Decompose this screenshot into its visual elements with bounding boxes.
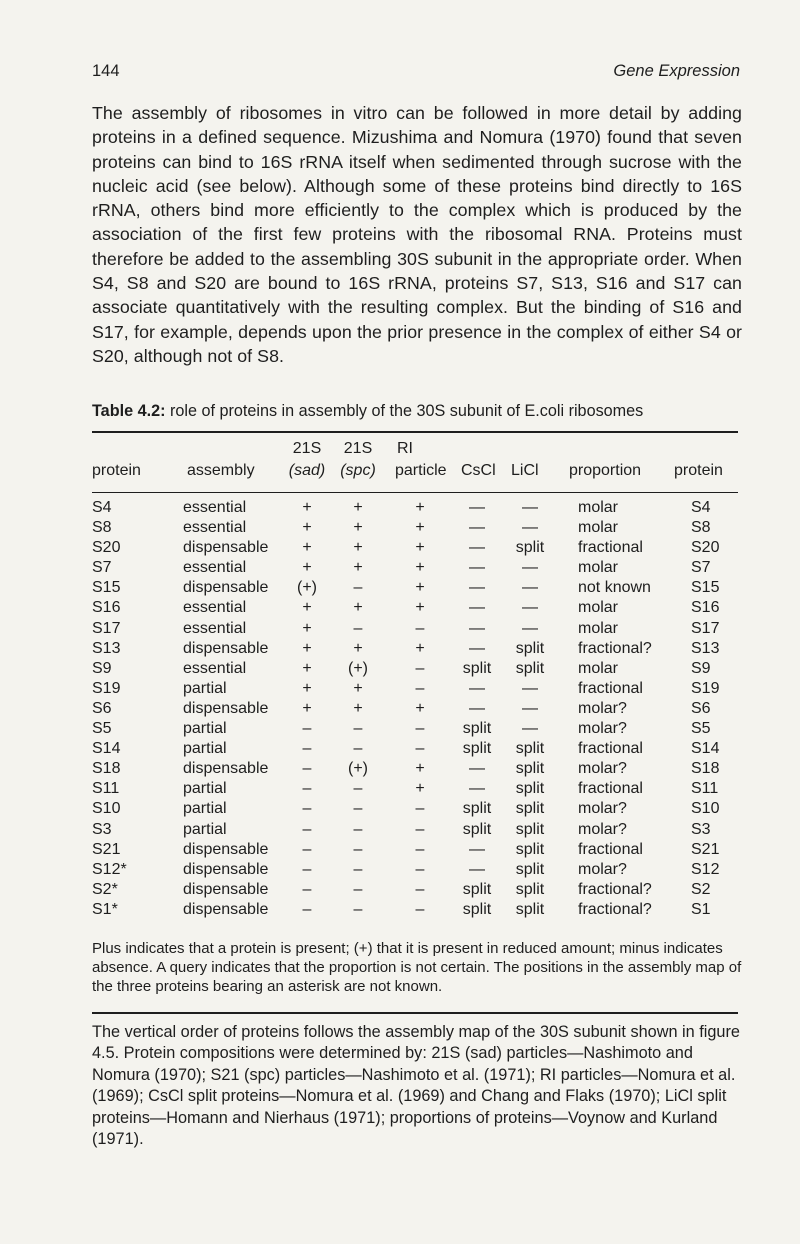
cell-cscl: — [469,840,485,858]
cell-cscl: — [469,780,485,798]
cell-proportion: fractional? [578,900,652,918]
cell-21s-sad: – [302,760,312,778]
table-body [0,499,800,921]
cell-21s-spc: – [353,860,363,878]
table-row [0,901,800,921]
cell-protein: S14 [92,740,121,758]
table-row [0,680,800,700]
cell-cscl: — [469,499,485,516]
cell-protein-right: S3 [691,820,711,838]
cell-21s-sad: + [302,659,312,677]
cell-cscl: split [462,800,492,818]
cell-assembly: dispensable [183,639,269,657]
cell-cscl: — [469,519,485,537]
cell-cscl: — [469,860,485,878]
table-row [0,559,800,579]
cell-protein: S15 [92,579,121,597]
header-cscl: CsCl [461,462,496,479]
cell-21s-sad: – [302,720,312,738]
cell-assembly: partial [183,679,227,697]
cell-21s-spc: – [353,820,363,838]
cell-licl: split [515,740,545,758]
table-row [0,599,800,619]
cell-licl: split [515,780,545,798]
cell-licl: split [515,860,545,878]
cell-assembly: dispensable [183,840,269,858]
cell-protein: S4 [92,499,112,516]
cell-21s-spc: + [353,519,363,537]
cell-protein-right: S2 [691,880,711,898]
cell-21s-spc: (+) [348,659,368,677]
cell-assembly: dispensable [183,760,269,778]
cell-ri-particle: + [415,760,425,778]
cell-protein-right: S10 [691,800,720,818]
cell-assembly: dispensable [183,900,269,918]
cell-protein-right: S12 [691,860,720,878]
cell-proportion: molar? [578,800,627,818]
cell-cscl: split [462,900,492,918]
cell-licl: split [515,539,545,557]
header-ri-top: RI [397,440,413,457]
cell-assembly: dispensable [183,579,269,597]
table-caption-label: Table 4.2: [92,402,166,420]
cell-21s-spc: – [353,740,363,758]
header-protein-right: protein [674,462,723,479]
cell-ri-particle: + [415,579,425,597]
table-row [0,780,800,800]
cell-ri-particle: – [415,740,425,758]
cell-protein: S16 [92,599,121,617]
cell-cscl: — [469,539,485,557]
table-row [0,861,800,881]
table-top-rule [92,431,738,433]
cell-cscl: — [469,679,485,697]
cell-licl: — [522,699,538,717]
cell-21s-sad: + [302,519,312,537]
cell-protein: S5 [92,720,112,738]
cell-21s-sad: – [302,740,312,758]
cell-licl: split [515,880,545,898]
intro-paragraph: The assembly of ribosomes in vitro can be followed in more detail by adding proteins in a defined sequence. Mizushima and Nomura (1970) found that seven proteins can bind to 16S rRNA itself when sedimented through sucrose with the nucleic acid (see below). Although some of these proteins bind directly to 16S rRNA, others bind more efficiently to the complex which is produced by the association of the first few proteins with the ribosomal RNA. Proteins must therefore be added to the assembling 30S subunit in the appropriate order. When S4, S8 and S20 are bound to 16S rRNA, proteins S7, S13, S16 and S17 can associate quantitatively with the resulting complex. But the binding of S16 and S17, for example, depends upon the prior presence in the complex of either S4 or S20, although not of S8. [92,103,742,366]
header-protein: protein [92,462,141,479]
cell-assembly: partial [183,720,227,738]
cell-ri-particle: + [415,599,425,617]
table-row [0,841,800,861]
cell-assembly: essential [183,659,247,677]
cell-protein: S10 [92,800,121,818]
cell-cscl: — [469,639,485,657]
table-row [0,720,800,740]
cell-ri-particle: – [415,800,425,818]
cell-protein: S3 [92,820,112,838]
cell-21s-sad: + [302,679,312,697]
cell-assembly: partial [183,780,227,798]
cell-21s-spc: + [353,699,363,717]
cell-proportion: fractional [578,679,643,697]
cell-protein-right: S5 [691,720,711,738]
cell-proportion: molar? [578,699,627,717]
cell-21s-spc: + [353,639,363,657]
cell-licl: split [515,639,545,657]
cell-assembly: dispensable [183,539,269,557]
cell-21s-sad: – [302,840,312,858]
table-row [0,881,800,901]
cell-protein-right: S17 [691,619,720,637]
cell-21s-spc: + [353,499,363,516]
table-row [0,700,800,720]
cell-protein: S9 [92,659,112,677]
cell-21s-sad: – [302,820,312,838]
cell-21s-spc: (+) [348,760,368,778]
header-21s-sad-top: 21S [292,440,322,457]
cell-ri-particle: + [415,559,425,577]
cell-licl: — [522,619,538,637]
cell-protein: S2* [92,880,118,898]
cell-protein-right: S1 [691,900,711,918]
cell-proportion: molar? [578,760,627,778]
page-number: 144 [92,62,120,80]
cell-ri-particle: + [415,639,425,657]
page-header [92,62,740,84]
cell-cscl: split [462,720,492,738]
cell-protein-right: S4 [691,499,711,516]
cell-cscl: — [469,619,485,637]
cell-cscl: split [462,820,492,838]
cell-cscl: — [469,599,485,617]
cell-protein-right: S9 [691,659,711,677]
cell-21s-spc: + [353,559,363,577]
cell-cscl: split [462,740,492,758]
cell-21s-spc: + [353,539,363,557]
cell-21s-sad: – [302,800,312,818]
cell-assembly: dispensable [183,860,269,878]
cell-protein-right: S19 [691,679,720,697]
cell-proportion: molar? [578,820,627,838]
cell-ri-particle: + [415,499,425,516]
cell-cscl: — [469,559,485,577]
table-row [0,821,800,841]
cell-ri-particle: – [415,720,425,738]
cell-licl: split [515,840,545,858]
cell-cscl: — [469,699,485,717]
cell-assembly: partial [183,820,227,838]
cell-protein: S12* [92,860,127,878]
header-licl: LiCl [511,462,539,479]
cell-assembly: essential [183,519,247,537]
cell-proportion: fractional [578,780,643,798]
cell-assembly: dispensable [183,880,269,898]
cell-21s-sad: – [302,900,312,918]
cell-proportion: fractional [578,740,643,758]
cell-21s-sad: – [302,880,312,898]
cell-assembly: partial [183,740,227,758]
cell-protein: S17 [92,619,121,637]
cell-licl: split [515,820,545,838]
cell-21s-sad: + [302,539,312,557]
cell-ri-particle: + [415,699,425,717]
table-row [0,519,800,539]
cell-21s-sad: – [302,780,312,798]
closing-paragraph: The vertical order of proteins follows the assembly map of the 30S subunit shown in figure 4.5. Protein compositions were determined by: 21S (sad) particles—Nashimoto and Nomura (1970); S21 (spc) particles—Nashimoto et al. (1971); RI particles—Nomura et al. (1969); CsCl split proteins—Nomura et al. (1969) and Chang and Flaks (1970); LiCl split proteins—Homann and Nierhaus (1971); proportions of proteins—Voynow and Kurland (1971). [92,1023,740,1149]
cell-21s-sad: + [302,619,312,637]
cell-ri-particle: + [415,519,425,537]
header-21s-sad-bottom: (sad) [288,462,326,479]
cell-assembly: essential [183,559,247,577]
cell-protein: S20 [92,539,121,557]
cell-proportion: molar [578,519,619,537]
table-row [0,640,800,660]
cell-protein-right: S8 [691,519,711,537]
cell-ri-particle: – [415,880,425,898]
cell-assembly: essential [183,599,247,617]
cell-proportion: fractional? [578,639,652,657]
cell-cscl: — [469,760,485,778]
cell-protein-right: S18 [691,760,720,778]
header-assembly: assembly [187,462,255,479]
cell-proportion: fractional? [578,880,652,898]
cell-21s-spc: – [353,720,363,738]
footnote-rule [92,1012,738,1014]
table-row [0,579,800,599]
cell-protein: S18 [92,760,121,778]
table-caption [92,402,752,421]
cell-licl: — [522,579,538,597]
cell-protein: S1* [92,900,118,918]
cell-protein-right: S13 [691,639,720,657]
cell-21s-sad: + [302,639,312,657]
cell-proportion: molar? [578,720,627,738]
cell-21s-spc: – [353,900,363,918]
table-row [0,660,800,680]
cell-21s-spc: – [353,619,363,637]
table-row [0,800,800,820]
cell-21s-sad: + [302,599,312,617]
cell-licl: — [522,599,538,617]
table-row [0,499,800,519]
cell-protein: S13 [92,639,121,657]
cell-protein: S6 [92,699,112,717]
cell-21s-sad: + [302,499,312,516]
cell-21s-spc: + [353,679,363,697]
cell-licl: split [515,659,545,677]
cell-ri-particle: – [415,900,425,918]
cell-protein-right: S21 [691,840,720,858]
table-caption-text: role of proteins in assembly of the 30S subunit of E.coli ribosomes [165,402,644,420]
table-row [0,740,800,760]
cell-ri-particle: – [415,619,425,637]
cell-protein: S11 [92,780,120,798]
cell-proportion: molar? [578,860,627,878]
cell-proportion: molar [578,559,619,577]
cell-21s-sad: + [302,699,312,717]
cell-21s-spc: – [353,800,363,818]
table-row [0,760,800,780]
cell-protein-right: S20 [691,539,720,557]
cell-cscl: split [462,659,492,677]
cell-21s-spc: – [353,880,363,898]
cell-licl: — [522,559,538,577]
header-ri-bottom: particle [395,462,447,479]
cell-21s-sad: + [302,559,312,577]
cell-licl: split [515,800,545,818]
cell-ri-particle: – [415,860,425,878]
cell-ri-particle: – [415,840,425,858]
cell-cscl: — [469,579,485,597]
cell-proportion: molar [578,659,619,677]
table-row [0,620,800,640]
cell-proportion: molar [578,619,619,637]
header-proportion: proportion [569,462,642,479]
cell-protein: S8 [92,519,112,537]
cell-protein-right: S15 [691,579,720,597]
cell-licl: split [515,900,545,918]
cell-protein-right: S7 [691,559,711,577]
cell-proportion: not known [578,579,651,597]
cell-21s-spc: + [353,599,363,617]
cell-ri-particle: – [415,679,425,697]
cell-protein-right: S6 [691,699,711,717]
cell-ri-particle: – [415,659,425,677]
cell-protein-right: S11 [691,780,719,798]
cell-licl: — [522,499,538,516]
cell-cscl: split [462,880,492,898]
cell-21s-spc: – [353,840,363,858]
cell-proportion: fractional [578,539,643,557]
cell-21s-sad: – [302,860,312,878]
cell-licl: split [515,760,545,778]
cell-ri-particle: + [415,539,425,557]
table-header-rule [92,492,738,493]
cell-licl: — [522,679,538,697]
cell-ri-particle: + [415,780,425,798]
cell-protein: S19 [92,679,121,697]
cell-protein: S7 [92,559,112,577]
cell-licl: — [522,519,538,537]
cell-protein: S21 [92,840,121,858]
cell-proportion: fractional [578,840,643,858]
cell-protein-right: S16 [691,599,720,617]
header-21s-spc-top: 21S [343,440,373,457]
cell-assembly: dispensable [183,699,269,717]
cell-ri-particle: – [415,820,425,838]
table-footnote: Plus indicates that a protein is present; (+) that it is present in reduced amount; minus indicates absence. A query indicates that the proportion is not certain. The positions in the assembly map of the three proteins bearing an asterisk are not known. [92,940,742,995]
cell-21s-spc: – [353,579,363,597]
cell-proportion: molar [578,499,619,516]
cell-protein-right: S14 [691,740,720,758]
cell-21s-spc: – [353,780,363,798]
running-head: Gene Expression [613,62,740,80]
table-row [0,539,800,559]
cell-proportion: molar [578,599,619,617]
cell-assembly: essential [183,619,247,637]
cell-licl: — [522,720,538,738]
cell-assembly: partial [183,800,227,818]
cell-assembly: essential [183,499,247,516]
cell-21s-sad: (+) [297,579,317,597]
header-21s-spc-bottom: (spc) [340,462,376,479]
